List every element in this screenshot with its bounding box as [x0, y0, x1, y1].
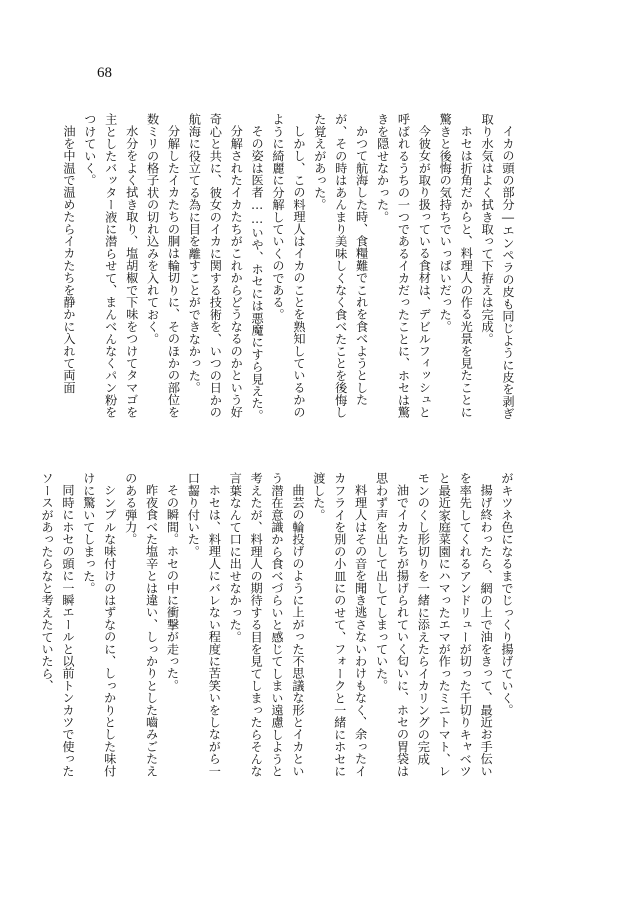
paragraph: 揚げ終わったら、網の上で油をきって、最近お手伝いを率先してくれるアンドリューが切った千切りキャベツと最近家庭菜園にハマったエマが作ったミニトマト、レモンのくし形切りを一緒に添えたらイカリングの完成 [416, 472, 494, 777]
paragraph: しかし、この料理人はイカのことを熟知しているかのように綺麗に分解していくのである。 [271, 113, 306, 418]
paragraph: かつて航海した時、食糧難でこれを食べようとしたが、その時はあんまり美味しくなく食べたことを後悔した覚えがあった。 [312, 113, 369, 418]
upper-text-block [61, 113, 518, 423]
paragraph: 料理人はその音を聞き逃さないわけもなく、余ったイカフライを別の小皿にのせて、フォークと一緒にホセに渡した。 [311, 472, 368, 777]
paragraph: 昨夜食べた塩辛とは違い、しっかりとした嚙みごたえのある弾力。 [123, 472, 159, 777]
paragraph: ホセは折角だからと、料理人の作る光景を見たことに驚きと後悔の気持ちでいっぱいだった。 [438, 113, 474, 418]
page-number: 68 [97, 65, 112, 81]
paragraph: 油でイカたちが揚げられていく匂いに、ホセの胃袋は思わず声を出して出してしまっていた。 [374, 472, 410, 777]
paragraph: 分解されたイカたちがこれからどうなるのかという好奇心と共に、彼女のイカに関する技術を、いつの日かの航海に役立てる為に目を離すことができなかった。 [187, 113, 244, 418]
paragraph: その瞬間。ホセの中に衝撃が走った。 [165, 484, 180, 692]
paragraph: 同時にホセの頭に一瞬エールと以前トンカツで使ったソースがあったらなと考えたていたら、 [40, 472, 75, 777]
paragraph: 曲芸の輪投げのように上がった不思議な形とイカという潜在意識から食べづらいと感じてしまい遠慮しようと考えたが、料理人の期待する目を見てしまったらそんな言葉なんて口に出せなかった。 [228, 472, 305, 777]
paragraph: 今彼女が取り扱っている食材は、デビルフィッシュと呼ばれるうちの一つであるイカだったことに、ホセは驚きを隠せなかった。 [375, 113, 432, 418]
paragraph: シンプルな味付けのはずなのに、しっかりとした味付けに驚いてしまった。 [81, 472, 117, 777]
paragraph: ホセは、料理人にバレない程度に苦笑いをしながら一口齧り付いた。 [186, 472, 222, 777]
lower-text-block [40, 472, 517, 782]
paragraph: 水分をよく拭き取り、塩胡椒で下味をつけてタマゴを主としたバッター液に潜らせて、まんべんなくパン粉をつけていく。 [82, 113, 139, 418]
paragraph: イカの頭の部分―エンペラの皮も同じように皮を剥ぎ取り水気はよく拭き取って下拵えは完成。 [480, 113, 515, 420]
paragraph: 油を中温で温めたらイカたちを静かに入れて両面 [61, 125, 76, 394]
paragraph: がキツネ色になるまでじっくり揚げていく。 [500, 472, 514, 716]
paragraph: その姿は医者……いや、ホセには悪魔にすら見えた。 [250, 125, 265, 422]
paragraph: 分解したイカたちの胴は輪切りに、そのほかの部位を数ミリの格子状の切れ込みを入れておく。 [145, 113, 181, 418]
